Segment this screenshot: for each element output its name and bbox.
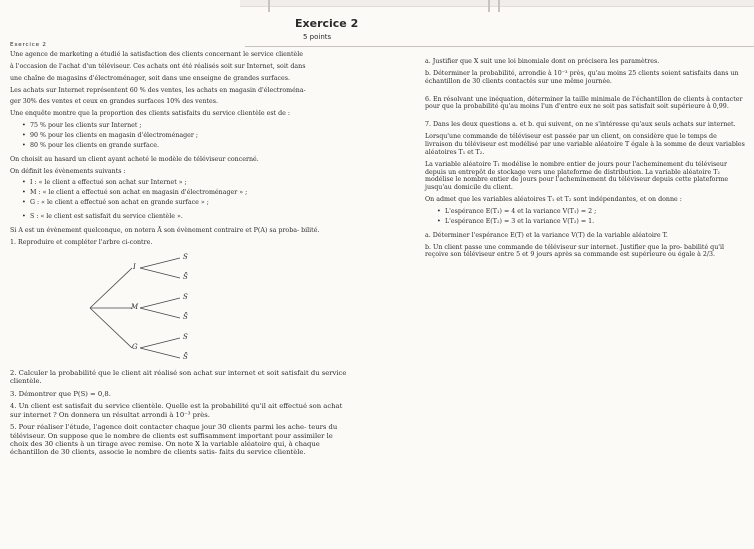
intro-line: Une enquête montre que la proportion des clients satisfaits du service clientèle est de : <box>10 110 290 118</box>
events-list <box>22 179 350 207</box>
question-5a: a. Justifier que X suit une loi binomiale dont on précisera les paramètres. <box>425 58 660 65</box>
node-s: S <box>183 292 188 301</box>
q7-text: La variable aléatoire T₁ modélise le nombre entier de jours pour l'acheminement du téléviseur depuis un entrepôt de stockage vers une plateforme de distribution. La variable aléatoire T₂ modélise le nombre entier de jours pour l'acheminement du téléviseur depuis cette plateforme jusqu'au domicile du client. <box>425 160 729 192</box>
satisfaction-item: • 75 % pour les clients sur Internet ; <box>22 122 350 130</box>
node-m: M <box>131 302 139 311</box>
question-6: 6. En résolvant une inéquation, déterminer la taille minimale de l'échantillon de clients à contacter pour que la probabilité qu'au moins l'un d'entre eux ne soit pas satisfait soit supérieure à 0,99. <box>425 95 743 111</box>
intro-line: Une agence de marketing a étudié la satisfaction des clients concernant le service clientèle <box>10 50 303 58</box>
right-column <box>425 58 745 263</box>
q7-text: Lorsqu'une commande de téléviseur est passée par un client, on considère que le temps de livraison du téléviseur est modélisé par une variable aléatoire T égale à la somme de deux variables aléatoires T₁ et T₂. <box>425 133 745 156</box>
event-s-list <box>22 213 350 221</box>
intro-line: une chaîne de magasins d'électroménager, soit dans une enseigne de grandes surfaces. <box>10 74 290 82</box>
left-column <box>10 42 350 461</box>
satisfaction-list <box>22 122 350 150</box>
q7-bullets <box>437 208 745 226</box>
event-item: • G : « le client a effectué son achat en grande surface » ; <box>22 199 350 207</box>
intro-line: ger 30% des ventes et ceux en grandes surfaces 10% des ventes. <box>10 98 219 106</box>
question-7b: b. Un client passe une commande de téléviseur sur internet. Justifier que la pro- babilité qu'il reçoive son téléviseur entre 5 et 9 jours après sa commande est supérieure ou égale à 2/3. <box>425 243 725 259</box>
question-5: 5. Pour réaliser l'étude, l'agence doit contacter chaque jour 30 clients parmi les ache- teurs du téléviseur. On suppose que le nombre de clients est suffisamment important pour assimiler le choix des 30 clients à un tirage avec remise. On note X la variable aléatoire qui, à chaque échantillon de 30 clients, associe le nombre de clients satis- faits du service clientèle. <box>10 423 338 457</box>
points-label: 5 points <box>303 33 332 41</box>
exercise-label: Exercice 2 <box>10 42 47 48</box>
satisfaction-item: • 80 % pour les clients en grande surface. <box>22 142 350 150</box>
node-s: S <box>183 332 188 341</box>
header-tick <box>268 0 270 12</box>
question-7a: a. Déterminer l'espérance E(T) et la variance V(T) de la variable aléatoire T. <box>425 231 668 239</box>
question-7: 7. Dans les deux questions a. et b. qui suivent, on ne s'intéresse qu'aux seuls achats sur internet. <box>425 121 736 129</box>
probability-tree <box>80 253 200 363</box>
header-tick <box>488 0 490 12</box>
event-item: • M : « le client a effectué son achat en magasin d'électroménager » ; <box>22 189 350 197</box>
question-4: 4. Un client est satisfait du service clientèle. Quelle est la probabilité qu'il ait effectué son achat sur internet ? On donnera un résultat arrondi à 10⁻³ près. <box>10 402 343 419</box>
event-item: • I : « le client a effectué son achat sur Internet » ; <box>22 179 350 187</box>
intro-line: Les achats sur Internet représentent 60 % des ventes, les achats en magasin d'électroména- <box>10 86 306 94</box>
header-bar <box>240 0 754 7</box>
satisfaction-item: • 90 % pour les clients en magasin d'électroménager ; <box>22 132 350 140</box>
question-5b: b. Déterminer la probabilité, arrondie à 10⁻³ près, qu'au moins 25 clients soient satisfaits dans un échantillon de 30 clients contactés sur une même journée. <box>425 69 739 85</box>
q7-bullet: • L'espérance E(T₂) = 3 et la variance V(T₂) = 1. <box>437 218 745 226</box>
node-s-bar: S̄ <box>183 312 188 321</box>
node-s-bar: S̄ <box>183 352 188 361</box>
question-2: 2. Calculer la probabilité que le client ait réalisé son achat sur internet et soit satisfait du service clientèle. <box>10 368 347 386</box>
events-intro: On définit les évènements suivants : <box>10 167 126 175</box>
header-tick <box>498 0 500 12</box>
tree-branches <box>80 253 200 363</box>
node-i: I <box>133 262 136 271</box>
node-s: S <box>183 252 188 261</box>
questions-block <box>10 369 350 457</box>
node-s-bar: S̄ <box>183 272 188 281</box>
complement-note: Si A est un évènement quelconque, on notera Ā son évènement contraire et P(A) sa proba- bilité. <box>10 226 320 234</box>
question-3: 3. Démontrer que P(S) = 0,8. <box>10 389 111 398</box>
q7-text: On admet que les variables aléatoires T₁ et T₂ sont indépendantes, et on donne : <box>425 196 682 204</box>
node-g: G <box>132 342 138 351</box>
event-s-item: • S : « le client est satisfait du service clientèle ». <box>22 213 350 221</box>
choose-line: On choisit au hasard un client ayant acheté le modèle de téléviseur concerné. <box>10 155 259 163</box>
intro-paragraph <box>10 51 350 118</box>
question-1: 1. Reproduire et compléter l'arbre ci-contre. <box>10 238 153 246</box>
intro-line: à l'occasion de l'achat d'un téléviseur. Ces achats ont été réalisés soit sur Internet, soit dans <box>10 62 306 70</box>
exercise-title: Exercice 2 <box>295 17 359 30</box>
q7-bullet: • L'espérance E(T₁) = 4 et la variance V(T₁) = 2 ; <box>437 208 745 216</box>
